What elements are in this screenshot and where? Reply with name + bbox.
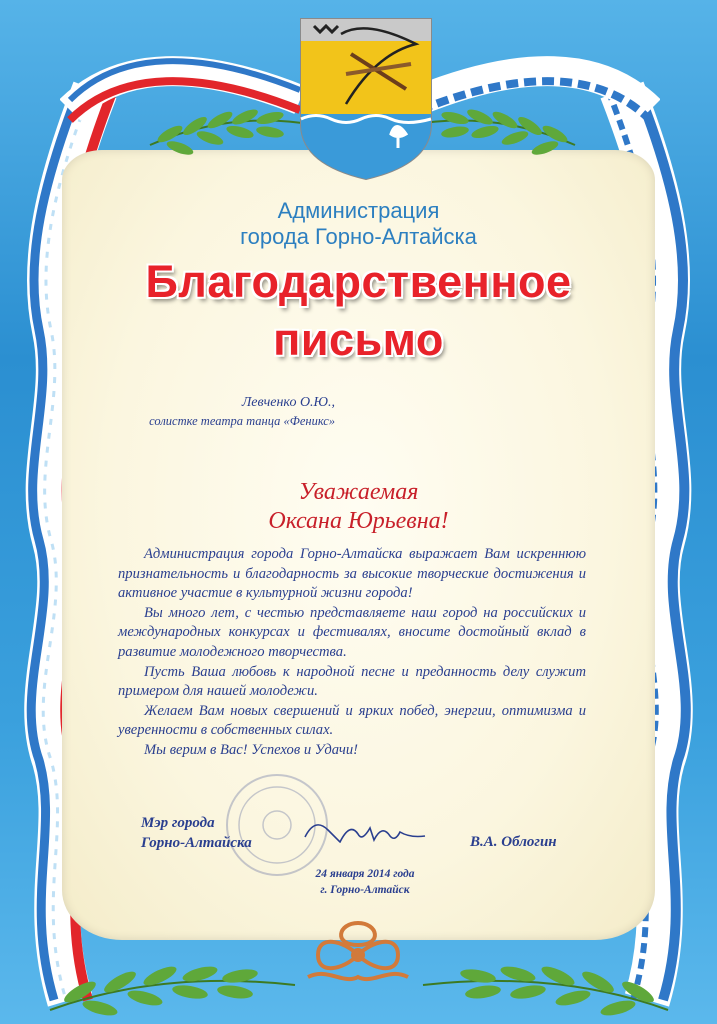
position-line-2: Горно-Алтайска — [141, 835, 252, 851]
laurel-branch-icon — [418, 930, 678, 1020]
signature-icon — [300, 812, 430, 852]
title-line-2: письмо — [273, 314, 444, 365]
greeting-line-1: Уважаемая — [298, 479, 419, 505]
administration-heading — [0, 198, 717, 250]
letter-date: 24 января 2014 года — [315, 868, 415, 880]
coat-of-arms-icon — [296, 14, 436, 184]
greeting-line-2: Оксана Юрьевна! — [268, 508, 449, 534]
title-line-1: Благодарственное — [145, 256, 572, 307]
letter-place: г. Горно-Алтайск — [320, 884, 410, 896]
greeting — [0, 478, 717, 536]
signer-position — [141, 813, 301, 853]
laurel-branch-icon — [40, 930, 300, 1020]
signer-name: В.А. Облогин — [470, 834, 557, 850]
position-line-1: Мэр города — [141, 815, 215, 831]
addressee-block — [100, 393, 335, 431]
addressee-name: Левченко О.Ю., — [241, 395, 335, 410]
ornament-icon — [298, 915, 418, 990]
letter-body — [118, 545, 586, 761]
body-paragraph: Администрация города Горно-Алтайска выражает Вам искреннюю признательность и благодарность за высокие творческие достижения и активное участие в культурной жизни города! — [118, 546, 586, 602]
addressee-role: солистке театра танца «Феникс» — [149, 414, 335, 428]
body-paragraph: Вы много лет, с честью представляете наш город на российских и международных конкурсах и фестивалях, вносите достойный вклад в развитие молодежного творчества. — [118, 604, 586, 660]
laurel-branch-icon — [140, 90, 320, 160]
document-title — [0, 256, 717, 366]
date-place — [300, 866, 430, 898]
body-paragraph: Желаем Вам новых свершений и ярких побед, энергии, оптимизма и уверенности в собственных силах. — [118, 702, 586, 739]
administration-line-2: города Горно-Алтайска — [240, 224, 477, 249]
coat-of-arms — [296, 14, 436, 184]
body-paragraph: Мы верим в Вас! Успехов и Удачи! — [144, 741, 359, 758]
body-paragraph: Пусть Ваша любовь к народной песне и преданность делу служит примером для нашей молодежи. — [118, 663, 586, 700]
administration-line-1: Администрация — [277, 198, 440, 223]
